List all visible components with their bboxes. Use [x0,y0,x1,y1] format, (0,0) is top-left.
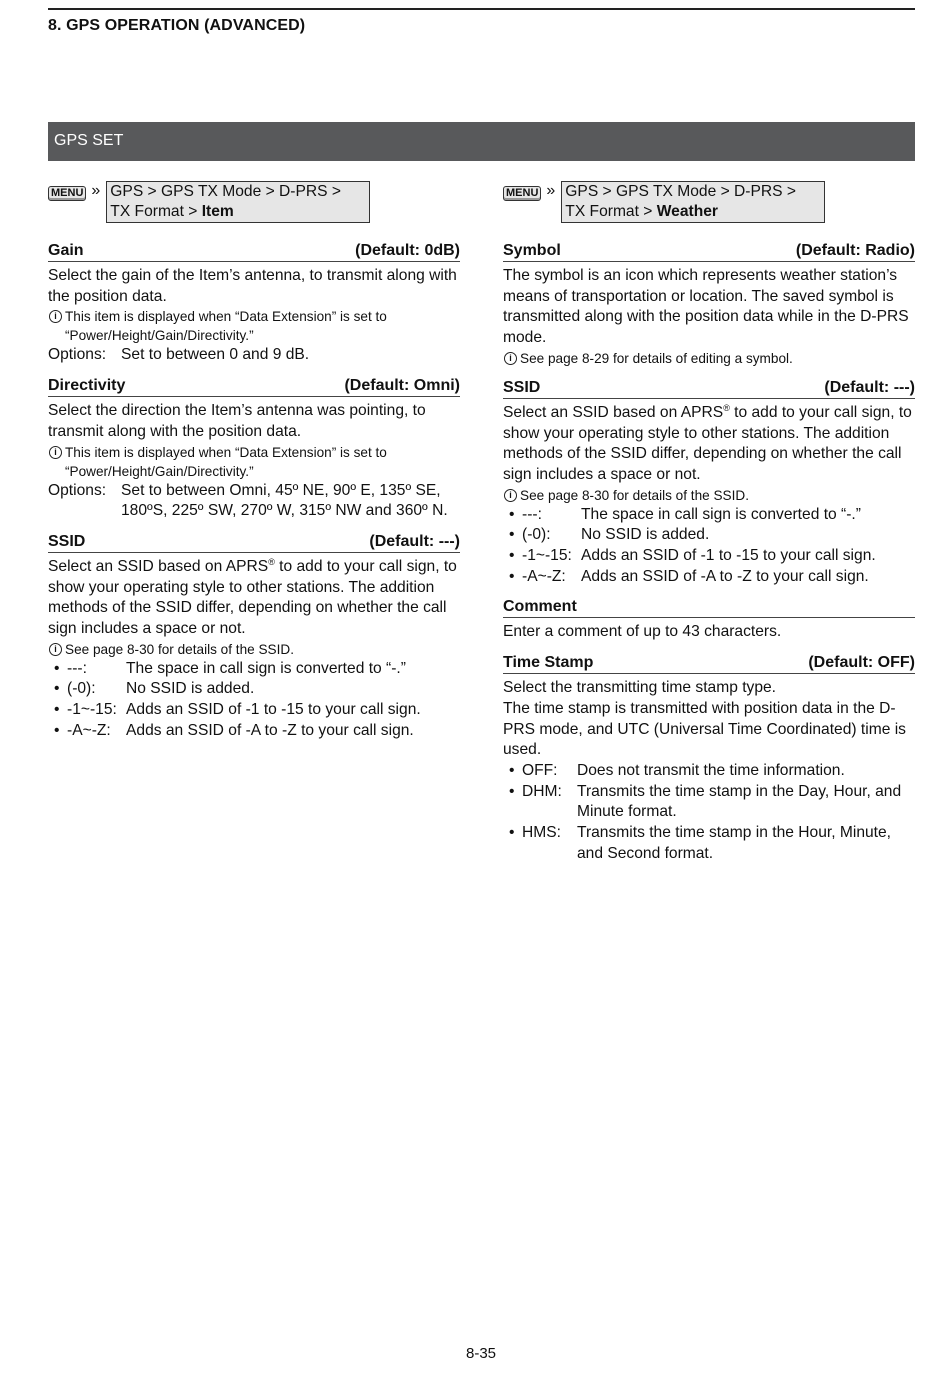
symbol-title: Symbol [503,242,561,259]
comment-heading [503,596,915,618]
directivity-note-text: This item is displayed when “Data Extension” is set to “Power/Height/Gain/Directivity.” [65,444,387,479]
list-item [503,505,915,526]
ssid-heading [48,531,460,553]
symbol-default: (Default: Radio) [795,242,915,259]
directivity-title: Directivity [48,377,126,395]
registered-mark: ® [723,402,730,413]
list-item-text: Transmits the time stamp in the Hour, Minute, and Second format. [577,824,892,862]
ssid-body-end: to add to your call sign, to show your operating style to other stations. The addition methods of the SSID differ, depending on whether the call sign includes a space or not. [48,557,457,638]
ssid-body-end: to add to your call sign, to show your operating style to other stations. The addition methods of the SSID differ, depending on whether the call sign includes a space or not. [503,403,912,483]
symbol-note-text: See page 8-29 for details of editing a symbol. [520,350,793,366]
section-band [48,122,915,161]
gain-heading [48,240,460,262]
menu-path-box [561,181,825,223]
symbol-section [503,240,915,368]
comment-body: Enter a comment of up to 43 characters. [503,623,782,641]
menu-path-item-name: Weather [656,203,718,220]
info-icon: i [49,310,62,323]
bullet-icon: • [509,782,515,800]
list-item-text: Does not transmit the time information. [577,761,845,779]
list-item-key: (-0): [522,526,551,544]
list-item-key: -A~-Z: [522,567,566,585]
ssid-note [503,486,915,505]
directivity-options [48,481,460,522]
menu-separator: » [546,182,556,199]
menu-path-line1: GPS > GPS TX Mode > D-PRS > [110,183,341,200]
list-item-key: ---: [522,505,542,523]
timestamp-section [503,652,915,864]
list-item-text: No SSID is added. [581,526,710,544]
bullet-icon: • [54,659,60,677]
menu-path-prefix: TX Format > [565,203,657,220]
gain-options-value: Set to between 0 and 9 dB. [121,346,310,364]
info-icon: i [504,489,517,502]
ssid-body [503,403,915,486]
comment-title: Comment [503,598,577,616]
list-item-text: Adds an SSID of -A to -Z to your call sign. [126,721,414,739]
bullet-icon: • [509,526,515,544]
left-column [48,181,460,751]
bullet-icon: • [509,761,515,779]
timestamp-body2: The time stamp is transmitted with position data in the D-PRS mode, and UTC (Universal Time Coordinated) time is used. [503,699,906,759]
ssid-body-start: Select an SSID based on APRS [503,403,724,421]
directivity-heading [48,375,460,397]
ssid-body-start: Select an SSID based on APRS [48,557,269,575]
ssid-note [48,640,460,659]
list-item [48,679,460,700]
menu-key-icon: MENU [503,186,541,201]
list-item [503,525,915,546]
list-item [503,546,915,567]
gain-body: Select the gain of the Item’s antenna, to transmit along with the position data. [48,267,457,305]
list-item-key: DHM: [522,782,562,800]
symbol-heading [503,240,915,262]
right-column [503,181,915,873]
ssid-section-right [503,377,915,588]
directivity-default: (Default: Omni) [344,377,460,395]
ssid-title: SSID [48,532,86,550]
menu-path-line2 [110,202,366,222]
list-item-key: -1~-15: [67,701,117,719]
list-item [503,782,915,823]
gain-options-label: Options: [48,346,107,364]
directivity-body: Select the direction the Item’s antenna was pointing, to transmit along with the position data. [48,402,426,440]
list-item-key: HMS: [522,824,561,842]
page-number: 8-35 [465,1345,497,1362]
list-item-key: -A~-Z: [67,721,111,739]
chapter-title: 8. GPS OPERATION (ADVANCED) [48,17,306,34]
menu-key-icon: MENU [48,186,86,201]
gain-options [48,345,460,366]
list-item-text: No SSID is added. [126,680,255,698]
directivity-options-value: Set to between Omni, 45º NE, 90º E, 135º SE, 180ºS, 225º SW, 270º W, 315º NW and 360º N. [121,481,448,520]
menu-path-item [48,181,460,223]
gain-section [48,240,460,366]
menu-separator: » [91,182,101,199]
ssid-body [48,557,460,640]
comment-section [503,596,915,643]
list-item [503,823,915,864]
info-icon: i [504,352,517,365]
directivity-options-label: Options: [48,481,107,499]
list-item [503,567,915,588]
list-item-key: OFF: [522,761,558,779]
menu-path-box [106,181,370,223]
list-item-text: Adds an SSID of -1 to -15 to your call sign. [581,547,876,565]
ssid-section-left [48,531,460,742]
list-item-text: Adds an SSID of -A to -Z to your call sign. [581,567,869,585]
timestamp-default: (Default: OFF) [808,654,915,672]
bullet-icon: • [54,701,60,719]
list-item-text: The space in call sign is converted to “-.” [581,505,861,523]
menu-path-item-name: Item [201,203,234,220]
timestamp-title: Time Stamp [503,654,594,672]
bullet-icon: • [509,547,515,565]
list-item-text: The space in call sign is converted to “-.” [126,659,406,677]
info-icon: i [49,446,62,459]
ssid-title: SSID [503,378,541,396]
list-item [48,659,460,680]
symbol-body: The symbol is an icon which represents weather station’s means of transportation or location. The saved symbol is transmitted along with the position data while in the D-PRS mode. [503,267,909,347]
symbol-note [503,349,915,368]
top-rule [48,8,915,10]
ssid-note-text: See page 8-30 for details of the SSID. [65,641,294,657]
list-item-key: (-0): [67,680,96,698]
ssid-default: (Default: ---) [369,532,460,550]
registered-mark: ® [268,556,275,567]
list-item [48,700,460,721]
menu-path-line2 [565,202,821,222]
directivity-note [48,443,460,481]
section-band-title: GPS SET [54,132,124,149]
bullet-icon: • [54,680,60,698]
list-item [503,761,915,782]
bullet-icon: • [509,824,515,842]
timestamp-heading [503,652,915,674]
bullet-icon: • [509,505,515,523]
ssid-default: (Default: ---) [824,378,915,396]
info-icon: i [49,643,62,656]
ssid-note-text: See page 8-30 for details of the SSID. [520,487,749,503]
gain-note [48,307,460,345]
bullet-icon: • [509,567,515,585]
list-item [48,721,460,742]
menu-path-weather [503,181,915,223]
directivity-section [48,375,460,522]
list-item-text: Transmits the time stamp in the Day, Hour, and Minute format. [577,782,902,821]
bullet-icon: • [54,721,60,739]
gain-note-text: This item is displayed when “Data Extension” is set to “Power/Height/Gain/Directivity.” [65,309,387,344]
timestamp-body1: Select the transmitting time stamp type. [503,679,777,697]
gain-title: Gain [48,242,84,259]
menu-path-prefix: TX Format > [110,203,202,220]
list-item-key: -1~-15: [522,547,572,565]
gain-default: (Default: 0dB) [355,242,460,259]
menu-path-line1: GPS > GPS TX Mode > D-PRS > [565,183,796,200]
list-item-text: Adds an SSID of -1 to -15 to your call sign. [126,701,421,719]
ssid-heading [503,377,915,399]
list-item-key: ---: [67,659,87,677]
